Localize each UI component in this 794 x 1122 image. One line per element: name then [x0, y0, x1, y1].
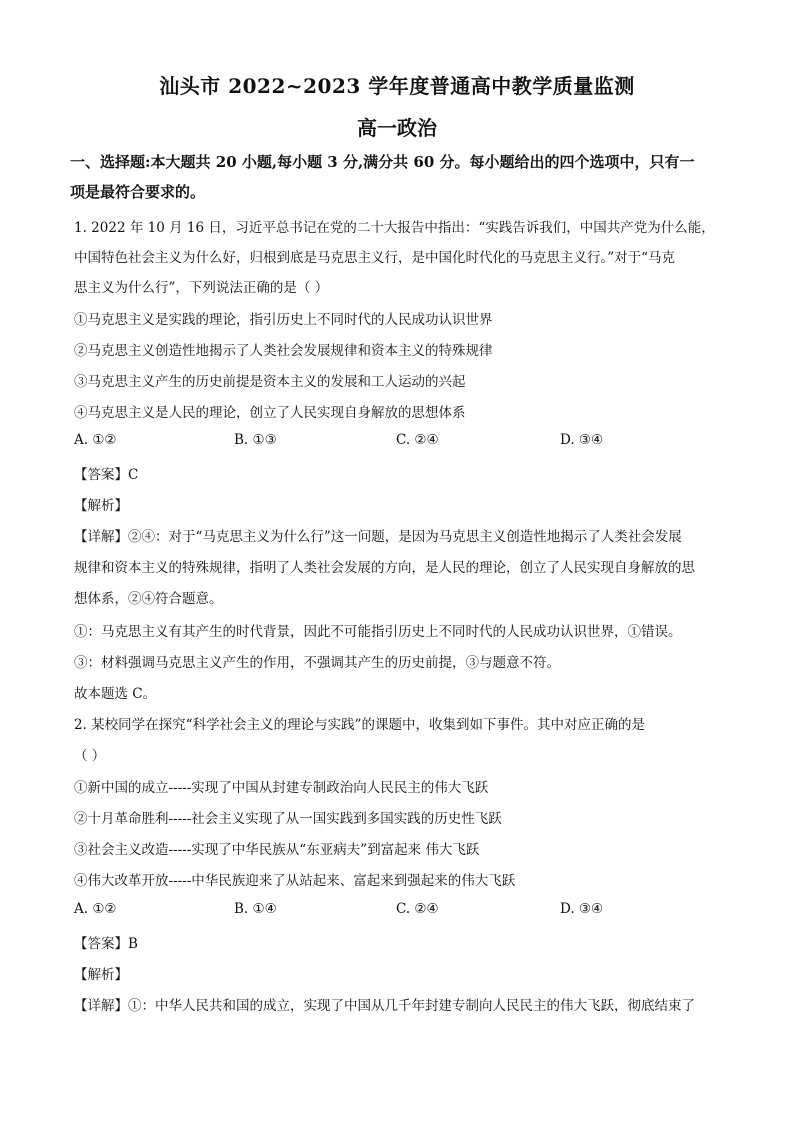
- section-heading-line-1: 一、选择题:本大题共 20 小题,每小题 3 分,满分共 60 分。每小题给出的四个选项中，只有一: [70, 153, 695, 171]
- q1-detail-line-1: 【详解】②④：对于“马克思主义为什么行”这一问题，是因为马克思主义创造性地揭示了人类社会发展: [74, 529, 682, 545]
- q2-stem-line-1: 2. 某校同学在探究“科学社会主义的理论与实践”的课题中，收集到如下事件。其中对应正确的是: [74, 717, 645, 733]
- q1-statement-2: ②马克思主义创造性地揭示了人类社会发展规律和资本主义的特殊规律: [74, 343, 493, 359]
- q1-detail-line-6: 故本题选 C。: [74, 686, 157, 702]
- q1-option-d: D. ③④: [560, 432, 604, 448]
- q1-analysis-label: 【解析】: [74, 498, 128, 514]
- q1-detail-line-3: 想体系，②④符合题意。: [74, 591, 223, 607]
- q1-stem-line-3: 思主义为什么行”，下列说法正确的是（ ）: [74, 280, 329, 296]
- q2-statement-2: ②十月革命胜利-----社会主义实现了从一国实践到多国实践的历史性飞跃: [74, 811, 502, 827]
- q1-statement-4: ④马克思主义是人民的理论，创立了人民实现自身解放的思想体系: [74, 405, 466, 421]
- q1-detail-line-5: ③：材料强调马克思主义产生的作用，不强调其产生的历史前提，③与题意不符。: [74, 655, 560, 671]
- q1-option-c: C. ②④: [396, 432, 439, 448]
- q2-option-b: B. ①④: [234, 901, 277, 917]
- q1-stem-line-2: 中国特色社会主义为什么好，归根到底是马克思主义行，是中国化时代化的马克思主义行。”对于“马克: [74, 250, 676, 266]
- section-heading-line-2: 项是最符合要求的。: [70, 183, 206, 201]
- q2-stem-line-2: （ ）: [74, 748, 106, 764]
- document-title: 汕头市 2022~2023 学年度普通高中教学质量监测: [159, 74, 635, 98]
- q2-detail-line-1: 【详解】①：中华人民共和国的成立，实现了中国从几千年封建专制向人民民主的伟大飞跃，彻底结束了: [74, 998, 695, 1014]
- document-subtitle: 高一政治: [357, 116, 437, 140]
- section-heading: [70, 147, 730, 207]
- q1-option-b: B. ①③: [234, 432, 277, 448]
- q1-statement-1: ①马克思主义是实践的理论，指引历史上不同时代的人民成功认识世界: [74, 312, 493, 328]
- q2-statement-3: ③社会主义改造-----实现了中华民族从“东亚病夫”到富起来 伟大飞跃: [74, 842, 480, 858]
- q2-statement-4: ④伟大改革开放-----中华民族迎来了从站起来、富起来到强起来的伟大飞跃: [74, 873, 516, 889]
- q1-option-a: A. ①②: [74, 432, 117, 448]
- q2-statement-1: ①新中国的成立-----实现了中国从封建专制政治向人民民主的伟大飞跃: [74, 780, 489, 796]
- q2-analysis-label: 【解析】: [74, 967, 128, 983]
- q1-detail-line-4: ①：马克思主义有其产生的时代背景，因此不可能指引历史上不同时代的人民成功认识世界，①错误。: [74, 624, 682, 640]
- q1-detail-line-2: 规律和资本主义的特殊规律，指明了人类社会发展的方向，是人民的理论，创立了人民实现自身解放的思: [74, 560, 695, 576]
- q2-option-c: C. ②④: [396, 901, 439, 917]
- q2-answer: 【答案】B: [74, 936, 138, 952]
- q2-option-d: D. ③④: [560, 901, 604, 917]
- q1-answer: 【答案】C: [74, 467, 139, 483]
- q1-stem-line-1: 1. 2022 年 10 月 16 日，习近平总书记在党的二十大报告中指出：“实践告诉我们，中国共产党为什么能，: [74, 220, 715, 236]
- q1-statement-3: ③马克思主义产生的历史前提是资本主义的发展和工人运动的兴起: [74, 374, 466, 390]
- q2-option-a: A. ①②: [74, 901, 117, 917]
